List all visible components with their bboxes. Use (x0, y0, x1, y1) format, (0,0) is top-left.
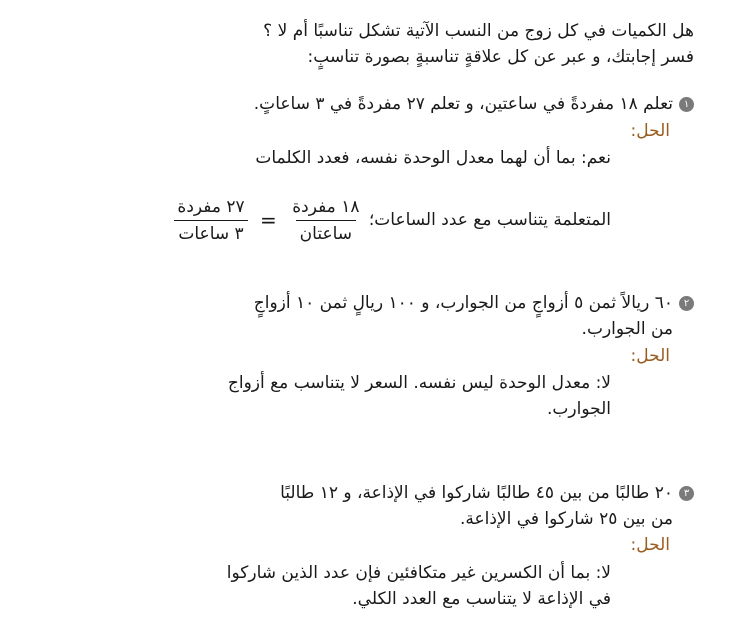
problem-2-answer-line-1: لا: معدل الوحدة ليس نفسه. السعر لا يتناسب مع أزواج (227, 373, 611, 393)
problem-2-question-line-2: من الجوارب. (581, 319, 673, 339)
equals-sign: = (260, 208, 277, 232)
problem-2-solution-label: الحل: (630, 346, 670, 366)
problem-1-answer-text: المتعلمة يتناسب مع عدد الساعات؛ (368, 210, 611, 230)
fraction-words-per-two-hours (288, 196, 363, 245)
problem-3-solution-label: الحل: (630, 535, 670, 555)
fraction-denominator: ساعتان (296, 220, 356, 245)
problem-3-answer-line-2: في الإذاعة لا يتناسب مع العدد الكلي. (352, 589, 611, 609)
problem-2-answer (228, 370, 611, 422)
problem-1-text: تعلم ١٨ مفردةً في ساعتين، و تعلم ٢٧ مفردةً في ٣ ساعاتٍ. (253, 94, 673, 114)
fraction-numerator: ١٨ مفردة (292, 196, 360, 217)
problem-3-answer (227, 560, 611, 612)
problem-3-question-line-1: ٣٢٠ طالبًا من بين ٤٥ طالبًا شاركوا في الإذاعة، و ١٢ طالبًا (280, 480, 694, 506)
problem-1-answer-line-2 (173, 190, 611, 250)
intro-line-1: هل الكميات في كل زوج من النسب الآتية تشكل تناسبًا أم لا ؟ (263, 21, 694, 41)
problem-3-answer-line-1: لا: بما أن الكسرين غير متكافئين فإن عدد الذين شاركوا (226, 563, 611, 583)
problem-3-question-line-2: من بين ٢٥ شاركوا في الإذاعة. (459, 509, 673, 529)
fraction-words-per-three-hours (173, 196, 248, 245)
fraction-numerator: ٢٧ مفردة (177, 196, 245, 217)
problem-2-question-line-1: ٢٦٠ ريالاً ثمن ٥ أزواجٍ من الجوارب، و ١٠٠ ريالٍ ثمن ١٠ أزواجٍ (254, 290, 694, 316)
problem-1-solution-label: الحل: (630, 121, 670, 141)
problem-2-answer-line-2: الجوارب. (547, 399, 611, 419)
problem-number-badge: ٢ (679, 296, 694, 311)
intro-line-2: فسر إجابتك، و عبر عن كل علاقةٍ تناسبةٍ بصورة تناسبٍ: (307, 47, 694, 67)
problem-3-question (280, 480, 694, 532)
intro (263, 18, 694, 70)
problem-1-answer-line-1: نعم: بما أن لهما معدل الوحدة نفسه، فعدد الكلمات (255, 148, 611, 168)
problem-1-question (254, 91, 694, 117)
fraction-denominator: ٣ ساعات (174, 220, 247, 245)
problem-1-question-line (254, 91, 694, 117)
problem-number-badge: ١ (679, 97, 694, 112)
problem-number-badge: ٣ (679, 486, 694, 501)
problem-2-question (254, 290, 694, 342)
